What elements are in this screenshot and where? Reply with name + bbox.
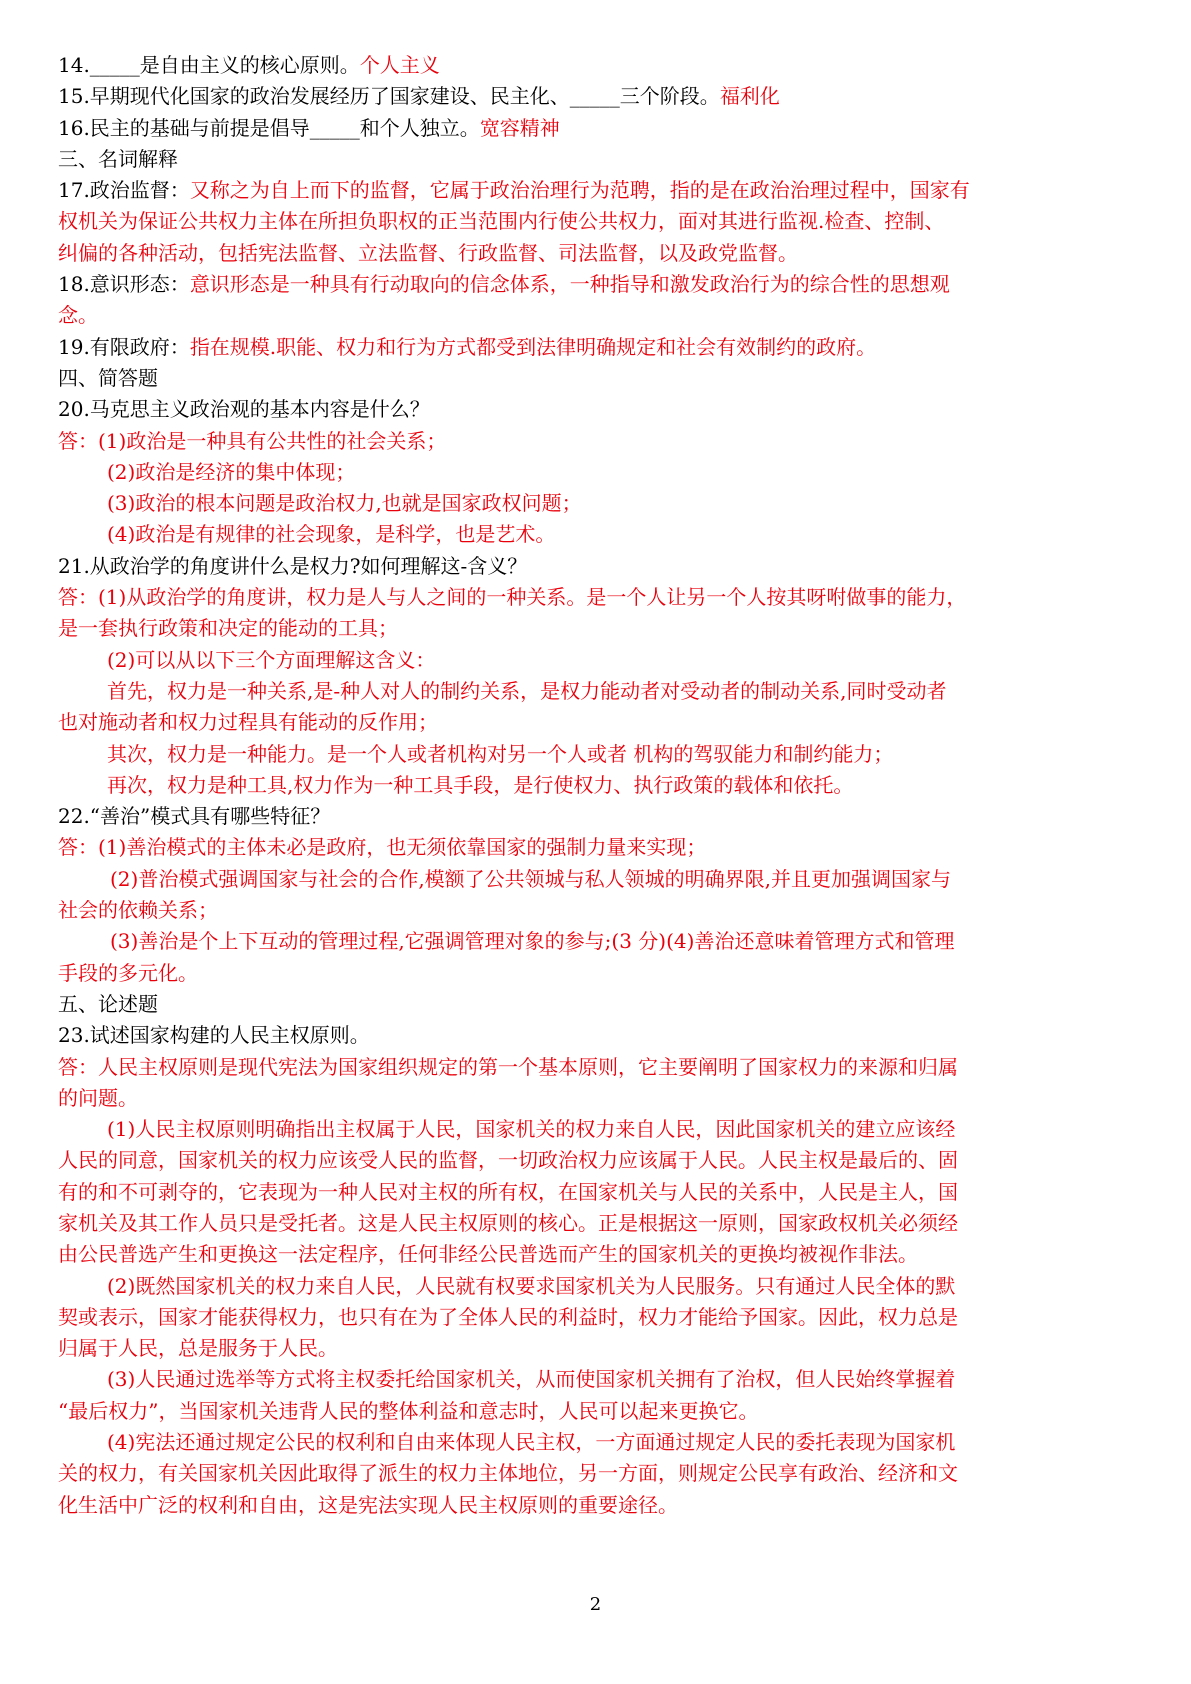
- answer-14: 个人主义: [359, 53, 440, 77]
- answer-line: 也对施动者和权力过程具有能动的反作用；: [58, 710, 438, 735]
- answer-line: (3)人民通过选举等方式将主权委托给国家机关，从而使国家机关拥有了治权，但人民始终掌握着: [107, 1367, 956, 1392]
- answer-line: 归属于人民，总是服务于人民。: [58, 1336, 338, 1361]
- question-23: 23.试述国家构建的人民主权原则。: [58, 1023, 370, 1048]
- answer-line: 人民的同意，国家机关的权力应该受人民的监督，一切政治权力应该属于人民。人民主权是最后的、固: [58, 1148, 958, 1173]
- answer-line: 化生活中广泛的权利和自由，这是宪法实现人民主权原则的重要途径。: [58, 1492, 678, 1517]
- section-heading-4: 四、简答题: [58, 365, 158, 390]
- question-16: 16.民主的基础与前提是倡导_____和个人独立。宽容精神: [58, 115, 560, 140]
- answer-23: 答：人民主权原则是现代宪法为国家组织规定的第一个基本原则，它主要阐明了国家权力的来源和归属: [58, 1054, 958, 1079]
- answer-line: 有的和不可剥夺的，它表现为一种人民对主权的所有权，在国家机关与人民的关系中，人民是主人，国: [58, 1179, 958, 1204]
- answer-line: 纠偏的各种活动，包括宪法监督、立法监督、行政监督、司法监督，以及政党监督。: [58, 240, 798, 265]
- answer-line: (2)可以从以下三个方面理解这含义：: [107, 647, 436, 672]
- term-17: 17.政治监督：又称之为自上而下的监督，它属于政治治理行为范聘，指的是在政治治理过程中，国家有: [58, 178, 970, 203]
- answer-line: (4)宪法还通过规定公民的权利和自由来体现人民主权，一方面通过规定人民的委托表现为国家机: [107, 1430, 956, 1455]
- answer-line: (2)普治模式强调国家与社会的合作,模额了公共领城与私人领城的明确界限,并且更加强调国家与: [110, 866, 952, 891]
- answer-line: 契或表示，国家才能获得权力，也只有在为了全体人民的利益时，权力才能给予国家。因此，权力总是: [58, 1304, 958, 1329]
- answer-22: 答：(1)善治模式的主体未必是政府，也无须依靠国家的强制力量来实现；: [58, 835, 707, 860]
- section-heading-5: 五、论述题: [58, 991, 158, 1016]
- answer-line: 权机关为保证公共权力主体在所担负职权的正当范围内行使公共权力，面对其进行监视.检查、控制、: [58, 209, 945, 234]
- answer-line: 其次，权力是一种能力。是一个人或者机构对另一个人或者 机构的驾驭能力和制约能力；: [107, 741, 894, 766]
- answer-20: 答：(1)政治是一种具有公共性的社会关系；: [58, 428, 447, 453]
- term-18: 18.意识形态：意识形态是一种具有行动取向的信念体系，一种指导和激发政治行为的综合性的思想观: [58, 272, 950, 297]
- document-body: [58, 50, 1136, 1521]
- question-20: 20.马克思主义政治观的基本内容是什么？: [58, 397, 430, 422]
- answer-line: 手段的多元化。: [58, 960, 198, 985]
- answer-line: (2)既然国家机关的权力来自人民，人民就有权要求国家机关为人民服务。只有通过人民全体的默: [107, 1273, 956, 1298]
- question-15: 15.早期现代化国家的政治发展经历了国家建设、民主化、_____三个阶段。福利化: [58, 84, 780, 109]
- answer-line: (3)政治的根本问题是政治权力,也就是国家政权问题；: [107, 491, 582, 516]
- answer-line: 再次，权力是种工具,权力作为一种工具手段，是行使权力、执行政策的载体和依托。: [107, 772, 854, 797]
- answer-line: 由公民普选产生和更换这一法定程序，任何非经公民普选而产生的国家机关的更换均被视作非法。: [58, 1242, 918, 1267]
- answer-line: (3)善治是个上下互动的管理过程,它强调管理对象的参与;(3 分)(4)善治还意味着管理方式和管理: [110, 929, 955, 954]
- answer-line: 关的权力，有关国家机关因此取得了派生的权力主体地位，另一方面，则规定公民享有政治、经济和文: [58, 1461, 958, 1486]
- answer-21: 答：(1)从政治学的角度讲，权力是人与人之间的一种关系。是一个人让另一个人按其呀咐做事的能力，: [58, 585, 967, 610]
- section-heading-3: 三、名词解释: [58, 146, 178, 171]
- answer-line: 的问题。: [58, 1085, 138, 1110]
- answer-line: (2)政治是经济的集中体现；: [107, 459, 356, 484]
- answer-line: “最后权力”，当国家机关违背人民的整体利益和意志时，人民可以起来更换它。: [58, 1398, 759, 1423]
- question-21: 21.从政治学的角度讲什么是权力?如何理解这-含义？: [58, 553, 528, 578]
- answer-line: 首先，权力是一种关系,是-种人对人的制约关系，是权力能动者对受动者的制动关系,同时受动者: [107, 678, 947, 703]
- page-number: 2: [589, 1594, 602, 1615]
- answer-16: 宽容精神: [479, 115, 560, 140]
- answer-line: 是一套执行政策和决定的能动的工具；: [58, 616, 398, 641]
- answer-line: 家机关及其工作人员只是受托者。这是人民主权原则的核心。正是根据这一原则，国家政权机关必须经: [58, 1210, 958, 1235]
- question-14: 14._____是自由主义的核心原则。个人主义: [58, 53, 440, 77]
- answer-line: (1)人民主权原则明确指出主权属于人民，国家机关的权力来自人民，因此国家机关的建立应该经: [107, 1117, 956, 1142]
- answer-line: 社会的依赖关系；: [58, 898, 218, 923]
- answer-15: 福利化: [719, 84, 780, 109]
- answer-line: (4)政治是有规律的社会现象，是科学，也是艺术。: [107, 522, 556, 547]
- term-19: 19.有限政府：指在规模.职能、权力和行为方式都受到法律明确规定和社会有效制约的政府。: [58, 334, 877, 359]
- question-22: 22.“善治”模式具有哪些特征？: [58, 804, 331, 829]
- answer-line: 念。: [58, 303, 98, 328]
